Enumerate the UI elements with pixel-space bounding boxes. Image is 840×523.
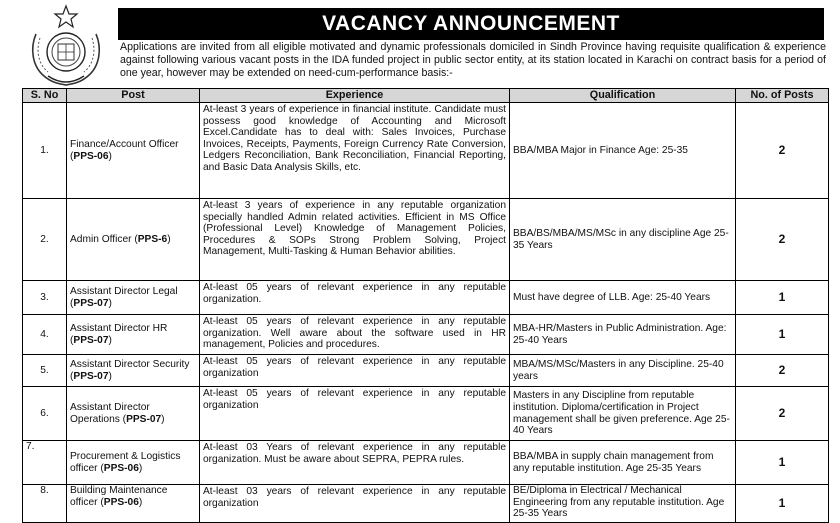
table-row	[23, 103, 829, 199]
row-post: Building Maintenance officer (PPS-06)	[67, 485, 200, 523]
row-sno: 6.	[23, 387, 67, 441]
row-grade: PPS-07	[73, 370, 109, 382]
row-qualification: Masters in any Discipline from reputable institution. Diploma/certification in Project management shall be given preference. Age 25-40 Years	[510, 387, 736, 441]
row-experience: At-least 03 years of relevant experience in any reputable organization	[200, 485, 510, 523]
row-grade: PPS-07	[73, 334, 109, 346]
row-post: Assistant Director Operations (PPS-07)	[67, 387, 200, 441]
row-posts: 1	[736, 315, 829, 355]
row-posts: 2	[736, 103, 829, 199]
row-qualification: MBA-HR/Masters in Public Administration. Age: 25-40 Years	[510, 315, 736, 355]
vacancy-table	[22, 88, 829, 523]
row-sno: 4.	[23, 315, 67, 355]
page-title: VACANCY ANNOUNCEMENT	[118, 8, 824, 40]
row-experience: At-least 05 years of relevant experience in any reputable organization	[200, 387, 510, 441]
row-qualification: BBA/MBA Major in Finance Age: 25-35	[510, 103, 736, 199]
row-posts: 2	[736, 355, 829, 387]
table-row	[23, 281, 829, 315]
table-header-row	[23, 89, 829, 103]
row-experience: At-least 03 Years of relevant experience in any reputable organization. Must be aware about SEPRA, PEPRA rules.	[200, 441, 510, 485]
row-experience: At-least 3 years of experience in financial institute. Candidate must possess good knowledge of Accounting and Microsoft Excel.Candidate has to deal with: Sales Invoices, Purchase Invoices, Receipts, Payments, Foreign Currency Rate Conversion, Ledgers Reconciliation, Bank Reconciliation, Financial Reporting, and Basic Data Analysis Skills, etc.	[200, 103, 510, 199]
row-qualification: BBA/MBA in supply chain management from any reputable institution. Age 25-35 Years	[510, 441, 736, 485]
header-qualification: Qualification	[510, 89, 736, 103]
row-grade: PPS-06	[73, 150, 109, 162]
row-grade: PPS-06	[103, 496, 139, 508]
row-grade: PPS-06	[103, 462, 139, 474]
row-posts: 1	[736, 281, 829, 315]
header-post: Post	[67, 89, 200, 103]
row-sno: 1.	[23, 103, 67, 199]
row-sno: 3.	[23, 281, 67, 315]
row-post: Procurement & Logistics officer (PPS-06)	[67, 441, 200, 485]
government-seal-icon	[22, 4, 110, 88]
table-row	[23, 199, 829, 281]
row-experience: At-least 05 years of relevant experience in any reputable organization. Well aware about the software used in HR management, Policies and procedures.	[200, 315, 510, 355]
table-row	[23, 441, 829, 485]
table-row	[23, 485, 829, 523]
row-posts: 2	[736, 199, 829, 281]
row-grade: PPS-07	[126, 413, 162, 425]
row-posts: 2	[736, 387, 829, 441]
header-sno: S. No	[23, 89, 67, 103]
row-experience: At-least 3 years of experience in any reputable organization specially handled Admin related activities. Efficient in MS Office (Professional Level) Knowledge of Management Policies, Procedures & SOPs Strong Problem Solving, Project Management, Multi-Tasking & Human Behavior abilities.	[200, 199, 510, 281]
row-grade: PPS-6	[137, 233, 168, 245]
intro-paragraph: Applications are invited from all eligible motivated and dynamic professionals domiciled in Sindh Province having requisite qualification & experience against following various vacant posts in the IDA funded project in public sector entity, at its station located in Karachi on contract basis for a period of one year, however may be extended on need-cum-performance basis:-	[120, 41, 826, 79]
row-qualification: BE/Diploma in Electrical / Mechanical Engineering from any reputable institution. Age 25-35 Years	[510, 485, 736, 523]
row-posts: 1	[736, 485, 829, 523]
row-experience: At-least 05 years of relevant experience in any reputable organization	[200, 355, 510, 387]
row-post: Assistant Director Security (PPS-07)	[67, 355, 200, 387]
row-grade: PPS-07	[73, 297, 109, 309]
row-post: Assistant Director Legal (PPS-07)	[67, 281, 200, 315]
row-posts: 1	[736, 441, 829, 485]
row-qualification: BBA/BS/MBA/MS/MSc in any discipline Age 25-35 Years	[510, 199, 736, 281]
row-experience: At-least 05 years of relevant experience in any reputable organization.	[200, 281, 510, 315]
row-sno: 5.	[23, 355, 67, 387]
header-posts: No. of Posts	[736, 89, 829, 103]
row-post: Finance/Account Officer (PPS-06)	[67, 103, 200, 199]
table-row	[23, 387, 829, 441]
row-qualification: MBA/MS/MSc/Masters in any Discipline. 25-40 years	[510, 355, 736, 387]
header-experience: Experience	[200, 89, 510, 103]
row-post: Assistant Director HR (PPS-07)	[67, 315, 200, 355]
row-sno: 2.	[23, 199, 67, 281]
row-qualification: Must have degree of LLB. Age: 25-40 Years	[510, 281, 736, 315]
row-sno: 7.	[23, 441, 67, 485]
row-sno: 8.	[23, 485, 67, 523]
table-row	[23, 315, 829, 355]
row-post: Admin Officer (PPS-6)	[67, 199, 200, 281]
table-row	[23, 355, 829, 387]
